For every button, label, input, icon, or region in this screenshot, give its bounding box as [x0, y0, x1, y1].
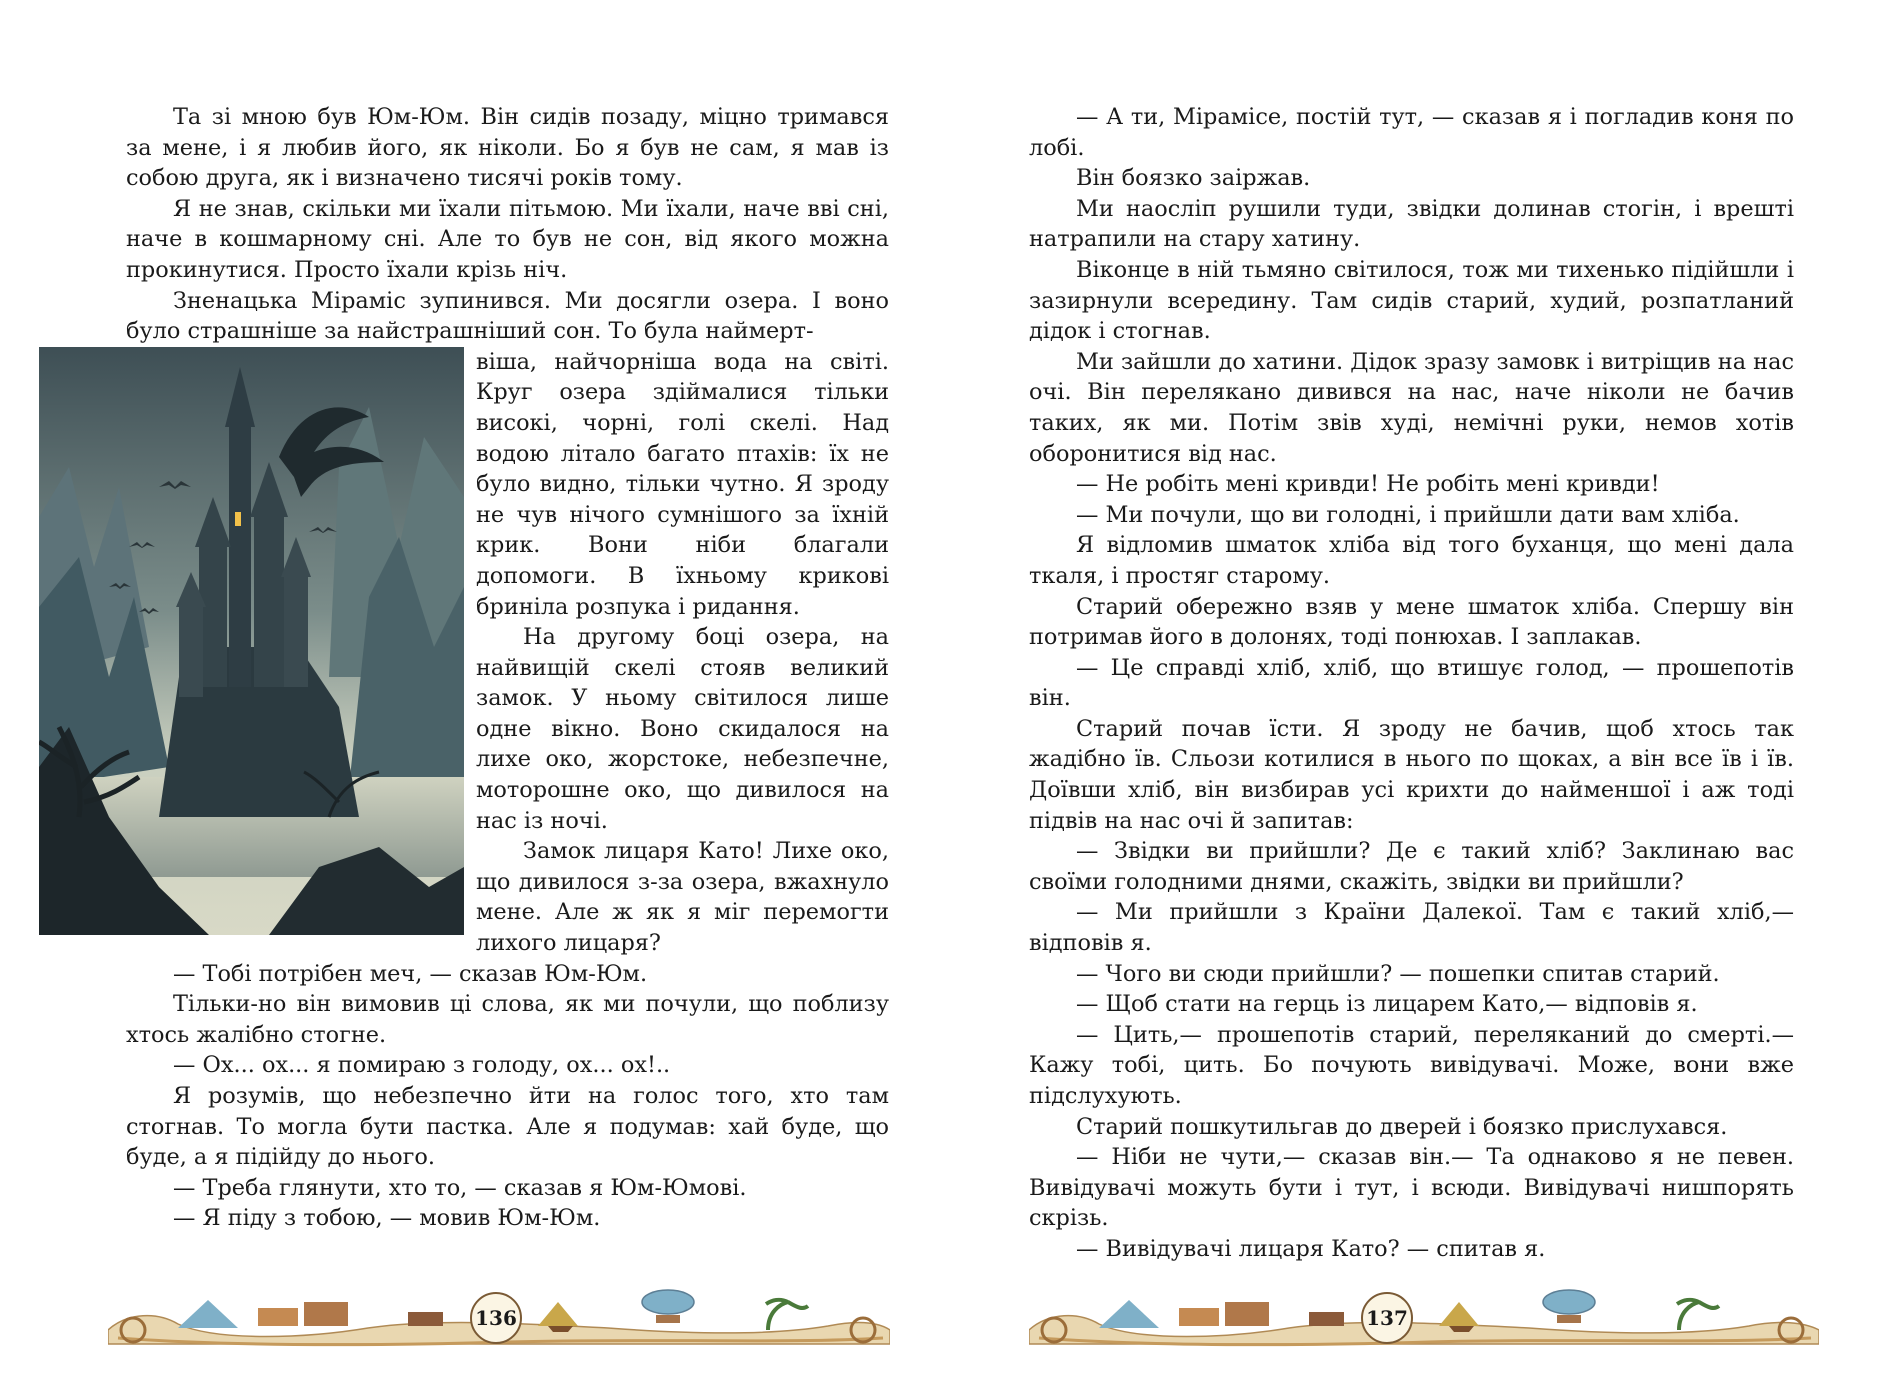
page-footer-ornament — [108, 1282, 890, 1352]
right-page-text — [1029, 102, 1794, 1265]
castle-picture-icon — [39, 347, 464, 935]
left-page-text — [126, 102, 889, 1234]
paragraph: — Звідки ви прийшли? Де є такий хліб? Заклинаю вас своїми голодними днями, скажіть, звідки ви прийшли? — [1029, 838, 1794, 895]
paragraph: Він боязко заіржав. — [1076, 165, 1311, 192]
paragraph: — Не робіть мені кривди! Не робіть мені кривди! — [1076, 471, 1660, 498]
paragraph: — Чого ви сюди прийшли? — пошепки спитав старий. — [1076, 960, 1720, 987]
page-footer-ornament — [1029, 1282, 1819, 1352]
paragraph: Замок лицаря Като! Лихе око, що дивилося з-за озера, вжахнуло мене. Але ж як я міг перемогти лихого лицаря? — [476, 838, 889, 957]
page-number: 137 — [1361, 1292, 1413, 1344]
castle-illustration — [39, 347, 464, 935]
right-page — [952, 0, 1904, 1400]
paragraph: Тільки-но він вимовив ці слова, як ми почули, що поблизу хтось жалібно стогне. — [126, 991, 889, 1048]
paragraph: Старий почав їсти. Я зроду не бачив, щоб хтось так жадібно їв. Сльози котилися в нього по щоках, а він все їв і їв. Доївши хліб, він визбирав усі крихти до найменшої і аж тоді підвів на нас очі й запитав: — [1029, 715, 1794, 834]
paragraph: Старий обережно взяв у мене шматок хліба. Спершу він потримав його в долонях, тоді понюхав. І заплакав. — [1029, 593, 1794, 651]
paragraph: — Щоб стати на герць із лицарем Като,— відповів я. — [1076, 991, 1698, 1018]
paragraph: віша, найчорніша вода на світі. Круг озера здіймалися тільки високі, чорні, голі скелі. Над водою літало багато птахів: їх не було видно, тільки чутно. Я зроду не чув нічого сумнішого за їхній крик. Вони ніби благали допомоги. В їхньому крикові бриніла розпука і ридання. — [476, 348, 889, 620]
landscape-border-icon — [1029, 1282, 1819, 1352]
paragraph: Ми наосліп рушили туди, звідки долинав стогін, і врешті натрапили на стару хатину. — [1029, 195, 1794, 253]
paragraph: Я відломив шматок хліба від того буханця, що мені дала ткаля, і простяг старому. — [1029, 532, 1794, 589]
paragraph: — Ніби не чути,— сказав він.— Та однаково я не певен. Вивідувачі можуть бути і тут, і всюди. Вивідувачі нишпорять скрізь. — [1029, 1144, 1794, 1232]
paragraph: — Треба глянути, хто то, — сказав я Юм-Юмові. — [173, 1174, 747, 1201]
paragraph: — Вивідувачі лицаря Като? — спитав я. — [1076, 1235, 1546, 1262]
paragraph: Я розумів, що небезпечно йти на голос того, хто там стогнав. То могла бути пастка. Але я подумав: хай буде, що буде, а я підійду до нього. — [126, 1083, 889, 1171]
paragraph: Віконце в ній тьмяно світилося, тож ми тихенько підійшли і зазирнули всередину. Там сидів старий, худий, розпатланий дідок і стогнав. — [1029, 256, 1794, 345]
paragraph: Старий пошкутильгав до дверей і боязко прислухався. — [1076, 1113, 1728, 1140]
paragraph: — Цить,— прошепотів старий, переляканий до смерті.— Кажу тобі, цить. Бо почують вивідувачі. Може, вони вже підслухують. — [1029, 1021, 1794, 1109]
paragraph: Ми зайшли до хатини. Дідок зразу замовк і витріщив на нас очі. Він перелякано дивився на нас, наче ніколи не бачив таких, як ми. Потім звів худі, немічні руки, немов хотів оборонитися від нас. — [1029, 348, 1794, 467]
page-number: 136 — [470, 1292, 522, 1344]
paragraph: — Тобі потрібен меч, — сказав Юм-Юм. — [173, 960, 648, 987]
paragraph: На другому боці озера, на найвищій скелі стояв великий замок. У ньому світилося лише одне вікно. Воно скидалося на лихе око, жорстоке, небезпечне, моторошне око, що дивилося на нас із ночі. — [476, 624, 889, 834]
paragraph: — Ох... ох... я помираю з голоду, ох... ох!.. — [173, 1052, 671, 1079]
paragraph: — А ти, Мірамісе, постій тут, — сказав я і погладив коня по лобі. — [1029, 104, 1794, 161]
paragraph: Я не знав, скільки ми їхали пітьмою. Ми їхали, наче вві сні, наче в кошмарному сні. Але то був не сон, від якого можна прокинутися. Просто їхали крізь ніч. — [126, 195, 889, 283]
paragraph: — Це справді хліб, хліб, що втишує голод, — прошепотів він. — [1029, 654, 1794, 712]
paragraph: Та зі мною був Юм-Юм. Він сидів позаду, міцно тримався за мене, і я любив його, як ніколи. Бо я був не сам, я мав із собою друга, як і визначено тисячі років тому. — [126, 104, 889, 192]
paragraph: Зненацька Мірамiс зупинився. Ми досягли озера. І воно було страшніше за найстрашніший сон. То була наймерт- — [126, 287, 889, 345]
paragraph: — Ми прийшли з Країни Далекої. Там є такий хліб,— відповів я. — [1029, 899, 1794, 957]
paragraph: — Я піду з тобою, — мовив Юм-Юм. — [173, 1205, 601, 1232]
paragraph: — Ми почули, що ви голодні, і прийшли дати вам хліба. — [1076, 501, 1740, 528]
